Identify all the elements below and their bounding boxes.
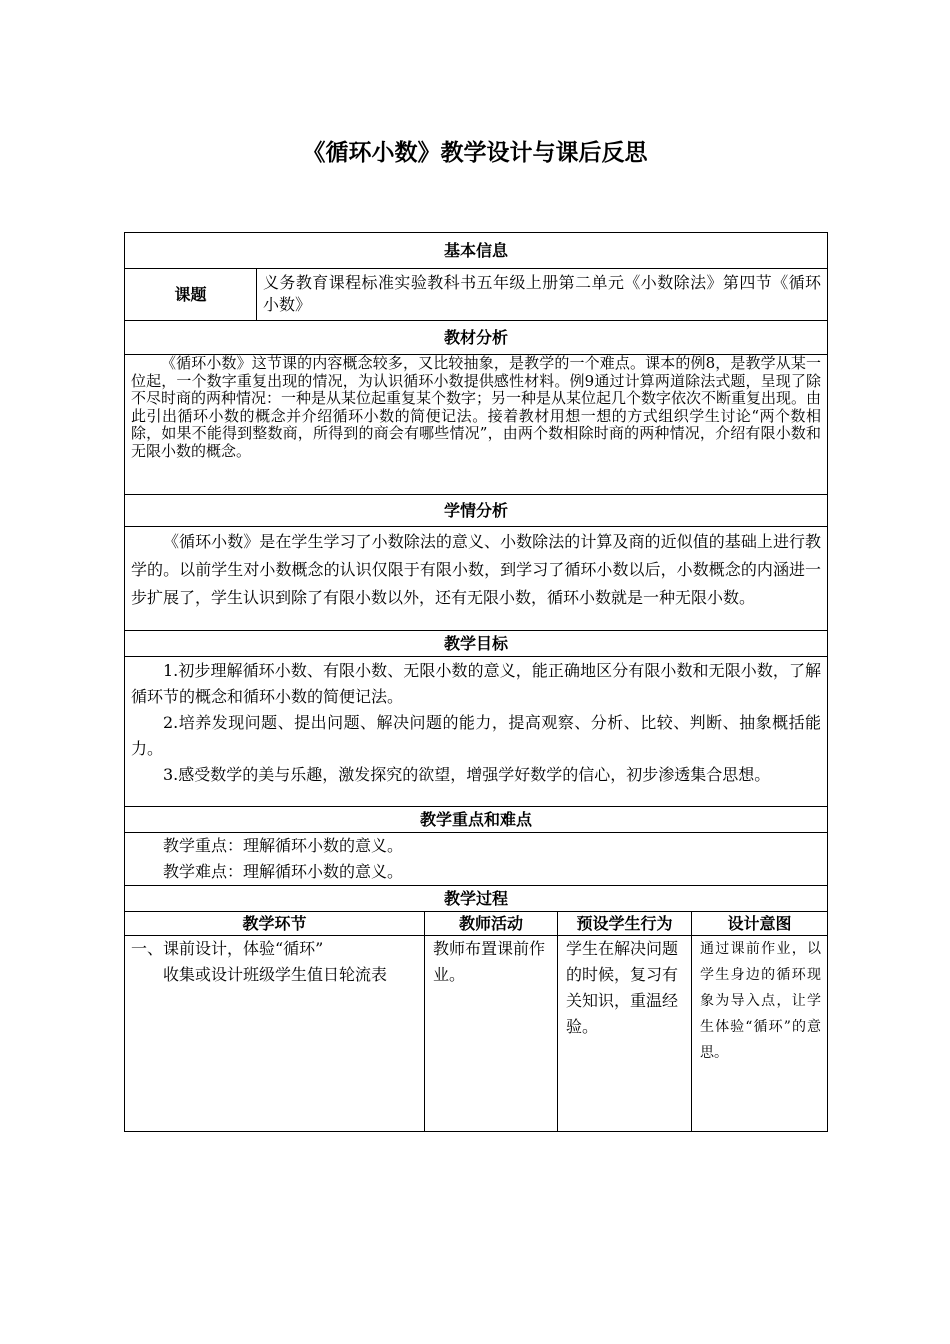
key-point-difficulty: 教学难点：理解循环小数的意义。 bbox=[163, 862, 404, 881]
section-header-key-points: 教学重点和难点 bbox=[125, 807, 828, 833]
goals-cell bbox=[125, 657, 828, 807]
student-analysis-cell bbox=[125, 527, 828, 631]
material-analysis-text: 《循环小数》这节课的内容概念较多，又比较抽象，是教学的一个难点。课本的例8，是教学从某一位起，一个数字重复出现的情况，为认识循环小数提供感性材料。例9通过计算两道除法式题，呈现了除不尽时商的两种情况：一种是从某位起重复某个数字；另一种是从某位起几个数字依次不断重复出现。由此引出循环小数的概念并介绍循环小数的简便记法。接着教材用想一想的方式组织学生讨论“两个数相除，如果不能得到整数商，所得到的商会有哪些情况”，由两个数相除时商的两种情况，介绍有限小数和无限小数的概念。 bbox=[131, 354, 822, 460]
process-teacher-activity: 教师布置课前作业。 bbox=[425, 936, 558, 1132]
goal-item: 2.培养发现问题、提出问题、解决问题的能力，提高观察、分析、比较、判断、抽象概括能力。 bbox=[131, 713, 822, 758]
topic-value: 义务教育课程标准实验教科书五年级上册第二单元《小数除法》第四节《循环小数》 bbox=[257, 269, 828, 321]
process-stage-text: 收集或设计班级学生值日轮流表 bbox=[163, 965, 388, 984]
section-header-students: 学情分析 bbox=[125, 495, 828, 527]
process-stage-cell bbox=[125, 936, 425, 1132]
process-column-teacher: 教师活动 bbox=[425, 912, 558, 936]
student-analysis-text: 《循环小数》是在学生学习了小数除法的意义、小数除法的计算及商的近似值的基础上进行教学的。以前学生对小数概念的认识仅限于有限小数，到学习了循环小数以后，小数概念的内涵进一步扩展了，学生认识到除了有限小数以外，还有无限小数，循环小数就是一种无限小数。 bbox=[131, 532, 822, 607]
key-point-focus: 教学重点：理解循环小数的意义。 bbox=[163, 836, 404, 855]
section-header-process: 教学过程 bbox=[125, 886, 828, 912]
goal-item: 1.初步理解循环小数、有限小数、无限小数的意义，能正确地区分有限小数和无限小数，了解循环节的概念和循环小数的简便记法。 bbox=[131, 661, 822, 706]
key-points-cell bbox=[125, 833, 828, 886]
goal-item: 3.感受数学的美与乐趣，激发探究的欲望，增强学好数学的信心，初步渗透集合思想。 bbox=[163, 765, 771, 784]
lesson-plan-table bbox=[124, 232, 828, 1132]
section-header-material: 教材分析 bbox=[125, 321, 828, 355]
topic-label: 课题 bbox=[125, 269, 257, 321]
process-design-intent: 通过课前作业，以学生身边的循环现象为导入点，让学生体验“循环”的意思。 bbox=[692, 936, 828, 1132]
process-column-stage: 教学环节 bbox=[125, 912, 425, 936]
process-stage-title: 一、课前设计，体验“循环” bbox=[131, 939, 324, 958]
section-header-goals: 教学目标 bbox=[125, 631, 828, 657]
material-analysis-cell bbox=[125, 355, 828, 495]
section-header-basic: 基本信息 bbox=[125, 233, 828, 269]
process-column-student: 预设学生行为 bbox=[558, 912, 692, 936]
process-student-behavior: 学生在解决问题的时候，复习有关知识，重温经验。 bbox=[558, 936, 692, 1132]
page-title: 《循环小数》教学设计与课后反思 bbox=[302, 140, 648, 166]
process-column-intent: 设计意图 bbox=[692, 912, 828, 936]
